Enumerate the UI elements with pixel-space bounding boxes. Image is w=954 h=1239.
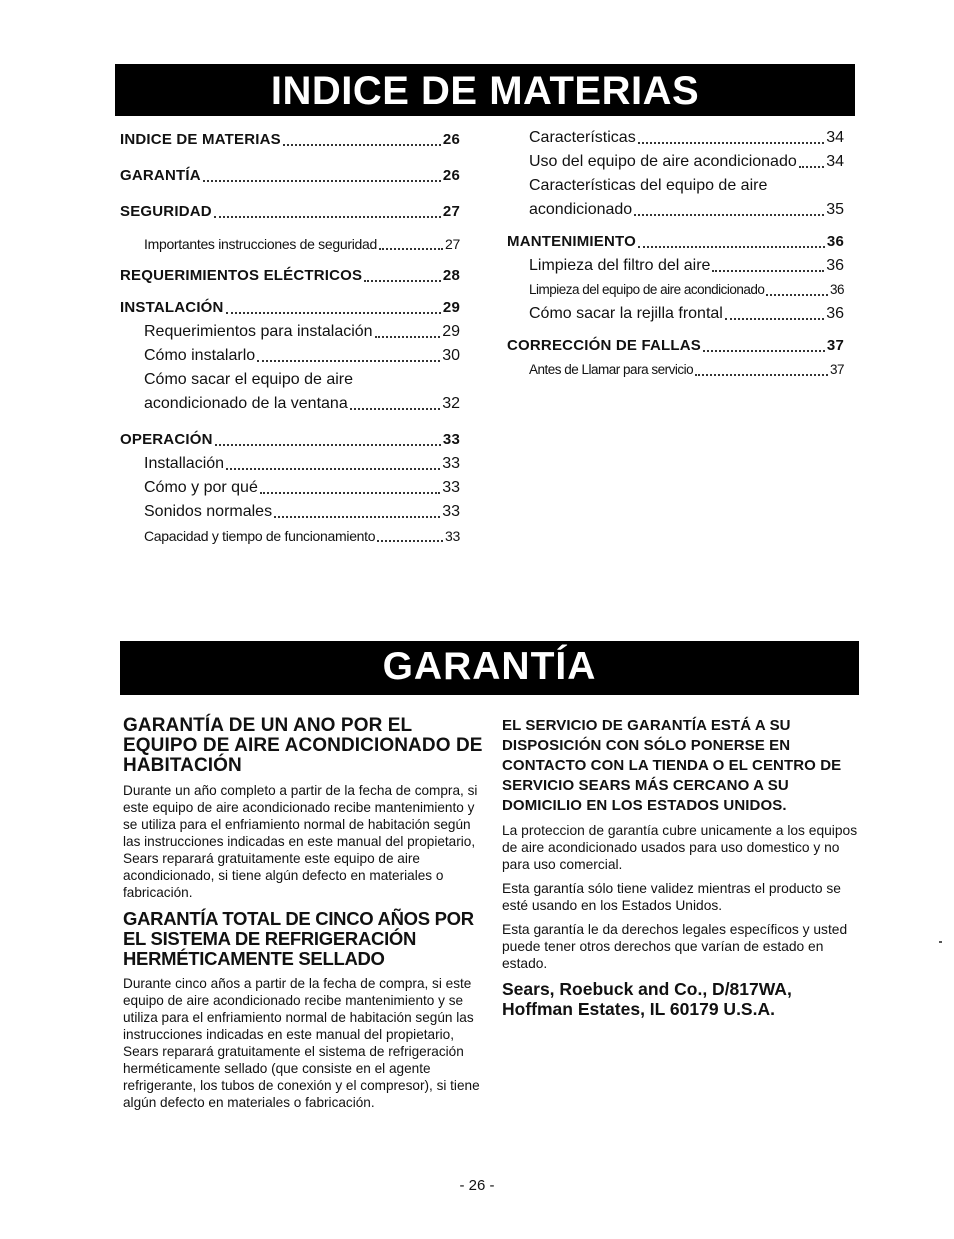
toc-entry-label: Antes de Llamar para servicio xyxy=(529,362,694,377)
toc-dot-leader xyxy=(703,350,825,352)
toc-dot-leader xyxy=(634,214,824,216)
toc-page-number: 36 xyxy=(826,305,844,322)
toc-sub-entry xyxy=(507,358,844,382)
toc-dot-leader xyxy=(203,180,441,182)
toc-section-entry xyxy=(120,428,460,452)
toc-page-number: 34 xyxy=(826,153,844,170)
toc-entry-label: Cómo instalarlo xyxy=(144,347,256,364)
toc-dot-leader xyxy=(257,360,440,362)
five-year-warranty-heading: GARANTÍA TOTAL DE CINCO AÑOS POR EL SISTEMA DE REFRIGERACIÓN HERMÉTICAMENTE SELLADO xyxy=(123,908,474,969)
toc-entry-label: CORRECCIÓN DE FALLAS xyxy=(507,337,702,354)
toc-sub-entry xyxy=(507,254,844,278)
toc-page-number: 27 xyxy=(442,203,460,220)
toc-entry-label: OPERACIÓN xyxy=(120,431,213,448)
one-year-warranty-heading: GARANTÍA DE UN ANO POR EL EQUIPO DE AIRE ACONDICIONADO DE HABITACIÓN xyxy=(123,715,483,776)
toc-dot-leader xyxy=(283,144,441,146)
toc-sub-entry xyxy=(507,150,844,174)
toc-page-number: 36 xyxy=(826,233,844,250)
toc-page-number: 26 xyxy=(442,131,460,148)
warranty-right-column xyxy=(502,716,862,1019)
toc-spacer xyxy=(120,256,460,264)
toc-page-number: 32 xyxy=(442,395,460,412)
toc-spacer xyxy=(120,416,460,428)
toc-left-column xyxy=(120,128,460,548)
toc-entry-label: Installación xyxy=(144,455,225,472)
toc-sub-entry xyxy=(120,476,460,500)
toc-dot-leader xyxy=(350,408,440,410)
toc-spacer xyxy=(120,152,460,164)
toc-entry-label: acondicionado de la ventana xyxy=(144,395,348,412)
toc-section-entry xyxy=(120,264,460,288)
toc-section-entry xyxy=(507,230,844,254)
toc-sub-entry xyxy=(120,500,460,524)
one-year-warranty-text: Durante un año completo a partir de la fecha de compra, si este equipo de aire acondicionado recibe mantenimiento y se utiliza para el enfriamiento normal de habitación según las instrucciones indicadas en este manual del propietario, Sears reparará gratuitamente este equipo de aire acondicionado, si tiene algún defecto en materiales o fabricación. xyxy=(123,783,478,900)
toc-sub-entry xyxy=(507,198,844,222)
toc-dot-leader xyxy=(379,248,443,250)
toc-sub-entry xyxy=(507,126,844,150)
toc-entry-label: Cómo sacar la rejilla frontal xyxy=(529,305,723,322)
toc-page-number: 26 xyxy=(442,167,460,184)
toc-section-entry xyxy=(120,128,460,152)
toc-page-number: 34 xyxy=(826,129,844,146)
warranty-service-heading: EL SERVICIO DE GARANTÍA ESTÁ A SU DISPOSICIÓN CON SÓLO PONERSE EN CONTACTO CON LA TIENDA O EL CENTRO DE SERVICIO SEARS MÁS CERCANO A SU DOMICILIO EN LOS ESTADOS UNIDOS. xyxy=(502,717,842,814)
toc-entry-label: Cómo y por qué xyxy=(144,479,258,496)
toc-entry-label: MANTENIMIENTO xyxy=(507,233,636,250)
toc-entry-label: SEGURIDAD xyxy=(120,203,212,220)
toc-sub-entry xyxy=(507,278,844,302)
toc-dot-leader xyxy=(712,270,824,272)
toc-entry-label: Requerimientos para instalación xyxy=(144,323,373,340)
toc-entry-label: Limpieza del equipo de aire acondicionado xyxy=(529,282,765,297)
toc-entry-label: Características xyxy=(529,129,636,146)
toc-page-number: 29 xyxy=(442,323,460,340)
toc-dot-leader xyxy=(364,280,441,282)
toc-page-number: 28 xyxy=(442,267,460,284)
toc-page-number: 29 xyxy=(442,299,460,316)
warranty-left-column xyxy=(123,716,483,1111)
toc-entry-line: Características del equipo de aire xyxy=(529,177,768,194)
toc-sub-entry xyxy=(120,392,460,416)
toc-sub-entry xyxy=(120,232,460,256)
toc-spacer xyxy=(120,224,460,232)
toc-dot-leader xyxy=(766,294,828,296)
toc-page-number: 37 xyxy=(829,362,844,377)
toc-page-number: 33 xyxy=(442,479,460,496)
toc-entry-line: Cómo sacar el equipo de aire xyxy=(144,371,354,388)
toc-dot-leader xyxy=(799,166,824,168)
toc-banner: INDICE DE MATERIAS xyxy=(115,64,855,116)
toc-dot-leader xyxy=(375,336,441,338)
toc-section-entry xyxy=(120,164,460,188)
toc-dot-leader xyxy=(725,318,824,320)
toc-entry-label: REQUERIMIENTOS ELÉCTRICOS xyxy=(120,267,363,284)
toc-entry-label: INDICE DE MATERIAS xyxy=(120,131,281,148)
toc-dot-leader xyxy=(638,246,825,248)
toc-entry-label: Uso del equipo de aire acondicionado xyxy=(529,153,797,170)
toc-page-number: 27 xyxy=(445,236,460,252)
toc-spacer xyxy=(507,222,844,230)
sears-address: Sears, Roebuck and Co., D/817WA, Hoffman Estates, IL 60179 U.S.A. xyxy=(502,979,792,1019)
five-year-warranty-text: Durante cinco años a partir de la fecha de compra, si este equipo de aire acondicionado recibe mantenimiento y se utiliza para el enfriamiento normal de habitación según las instrucciones indicadas en este manual del propietario, Sears reparará gratuitamente el sistema de refrigeración herméticamente sellado (que consiste en el agente refrigerante, los tubos de conexión y el compresor), si tiene algún defecto en materiales o fabricación. xyxy=(123,976,480,1110)
toc-page-number: 35 xyxy=(826,201,844,218)
toc-sub-entry xyxy=(120,344,460,368)
toc-sub-entry xyxy=(120,452,460,476)
toc-page-number: 30 xyxy=(442,347,460,364)
toc-entry-label: Sonidos normales xyxy=(144,503,273,520)
toc-page-number: 33 xyxy=(442,431,460,448)
toc-entry-label: acondicionado xyxy=(529,201,633,218)
toc-dot-leader xyxy=(260,492,440,494)
toc-page-number: 36 xyxy=(826,257,844,274)
toc-sub-entry xyxy=(120,524,460,548)
toc-entry-label: INSTALACIÓN xyxy=(120,299,224,316)
toc-dot-leader xyxy=(226,468,440,470)
scan-speck xyxy=(939,941,942,943)
toc-dot-leader xyxy=(695,374,828,376)
toc-entry-label: Importantes instrucciones de seguridad xyxy=(144,236,377,252)
page-number: - 26 - xyxy=(459,1177,495,1194)
toc-page-number: 37 xyxy=(826,337,844,354)
warranty-validity-text: Esta garantía sólo tiene validez mientras el producto se esté usando en los Estados Unidos. xyxy=(502,881,841,913)
toc-sub-entry xyxy=(507,302,844,326)
warranty-coverage-text: La proteccion de garantía cubre unicamente a los equipos de aire acondicionado usados para uso domestico y no para uso comercial. xyxy=(502,823,858,872)
warranty-banner: GARANTÍA xyxy=(120,641,859,695)
toc-page-number: 33 xyxy=(445,528,460,544)
toc-spacer xyxy=(507,326,844,334)
toc-section-entry xyxy=(120,296,460,320)
toc-entry-label: Capacidad y tiempo de funcionamiento xyxy=(144,528,376,544)
toc-entry-label: Limpieza del filtro del aire xyxy=(529,257,711,274)
toc-dot-leader xyxy=(377,540,443,542)
toc-spacer xyxy=(120,288,460,296)
toc-dot-leader xyxy=(214,216,441,218)
toc-entry-label: GARANTÍA xyxy=(120,167,201,184)
toc-dot-leader xyxy=(638,142,825,144)
toc-page-number: 33 xyxy=(442,455,460,472)
toc-spacer xyxy=(120,188,460,200)
toc-sub-entry xyxy=(120,320,460,344)
toc-section-entry xyxy=(507,334,844,358)
toc-section-entry xyxy=(120,200,460,224)
toc-page-number: 33 xyxy=(442,503,460,520)
toc-page-number: 36 xyxy=(829,282,844,297)
toc-dot-leader xyxy=(215,444,441,446)
toc-right-column xyxy=(507,126,844,382)
toc-dot-leader xyxy=(274,516,440,518)
toc-dot-leader xyxy=(226,312,441,314)
warranty-rights-text: Esta garantía le da derechos legales específicos y usted puede tener otros derechos que varían de estado en estado. xyxy=(502,922,848,971)
